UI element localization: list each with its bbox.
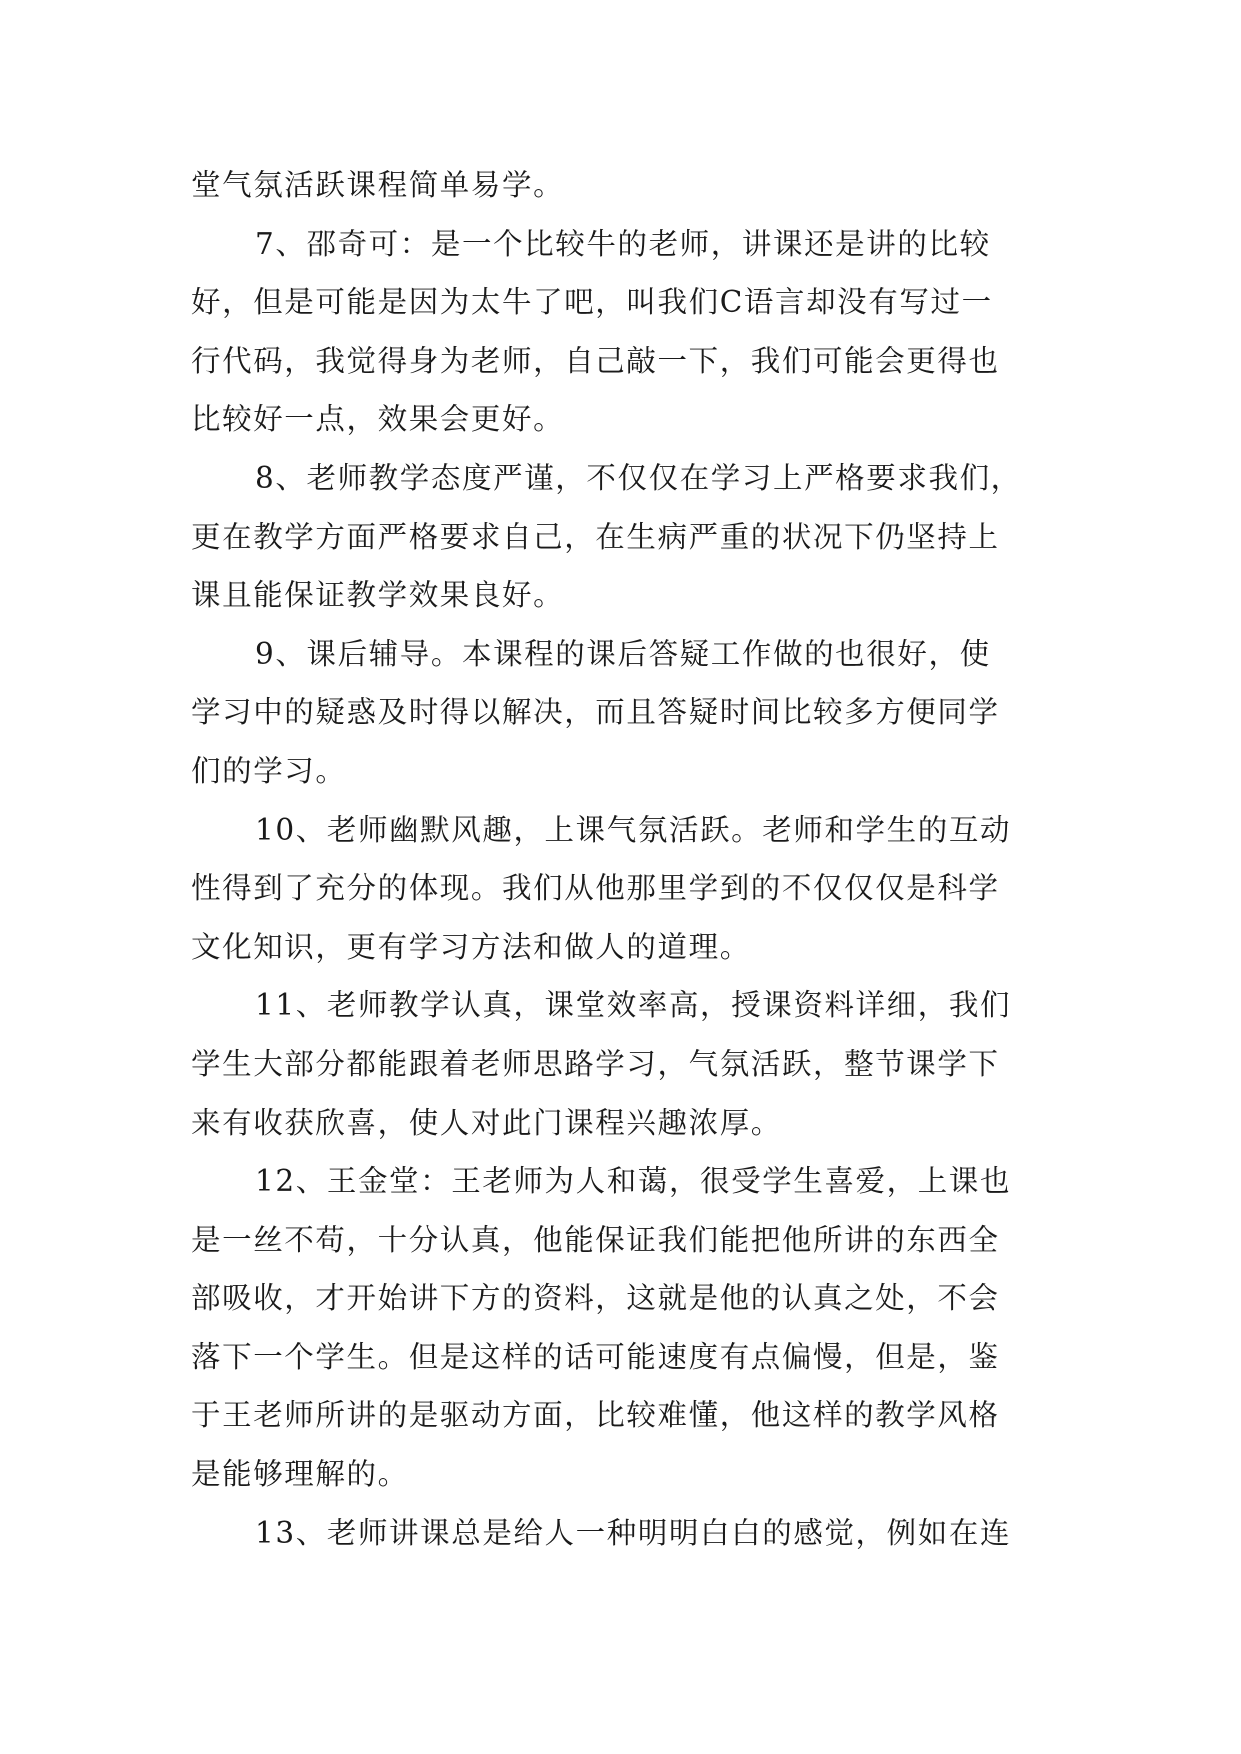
paragraph-line: 更在教学方面严格要求自己，在生病严重的状况下仍坚持上 [191,519,1000,554]
paragraph-line: 们的学习。 [191,753,347,788]
paragraph-line: 来有收获欣喜，使人对此门课程兴趣浓厚。 [191,1105,782,1140]
paragraph-line: 课且能保证教学效果良好。 [191,578,565,613]
paragraph-line: 落下一个学生。但是这样的话可能速度有点偏慢，但是，鉴 [191,1339,1000,1374]
paragraph-first-line: 9、课后辅导。本课程的课后答疑工作做的也很好，使 [255,636,991,671]
paragraph-first-line: 7、邵奇可：是一个比较牛的老师，讲课还是讲的比较 [255,226,991,261]
document-body [191,156,1053,1562]
paragraph-line: 好，但是可能是因为太牛了吧，叫我们C语言却没有写过一 [191,285,993,320]
paragraph-line: 堂气氛活跃课程简单易学。 [191,168,565,202]
paragraph-line: 比较好一点，效果会更好。 [191,402,565,437]
paragraph-line: 文化知识，更有学习方法和做人的道理。 [191,929,751,964]
paragraph-line: 学生大部分都能跟着老师思路学习，气氛活跃，整节课学下 [191,1046,1000,1081]
paragraph-line: 是一丝不苟，十分认真，他能保证我们能把他所讲的东西全 [191,1222,1000,1257]
paragraph-first-line: 11、老师教学认真，课堂效率高，授课资料详细，我们 [255,988,1012,1023]
paragraph-line: 部吸收，才开始讲下方的资料，这就是他的认真之处，不会 [191,1281,1000,1316]
paragraph-line: 于王老师所讲的是驱动方面，比较难懂，他这样的教学风格 [191,1398,1000,1433]
paragraph-first-line: 10、老师幽默风趣，上课气氛活跃。老师和学生的互动 [255,812,1012,847]
paragraph-line: 是能够理解的。 [191,1457,409,1492]
paragraph-line: 性得到了充分的体现。我们从他那里学到的不仅仅仅是科学 [191,871,1000,906]
paragraph-first-line: 8、老师教学态度严谨，不仅仅在学习上严格要求我们， [255,460,1022,495]
paragraph-line: 行代码，我觉得身为老师，自己敲一下，我们可能会更得也 [191,343,1000,378]
paragraph-first-line: 13、老师讲课总是给人一种明明白白的感觉，例如在连 [255,1515,1012,1550]
paragraph-line: 学习中的疑惑及时得以解决，而且答疑时间比较多方便同学 [191,695,1000,730]
paragraph-first-line: 12、王金堂：王老师为人和蔼，很受学生喜爱，上课也 [255,1164,1012,1199]
